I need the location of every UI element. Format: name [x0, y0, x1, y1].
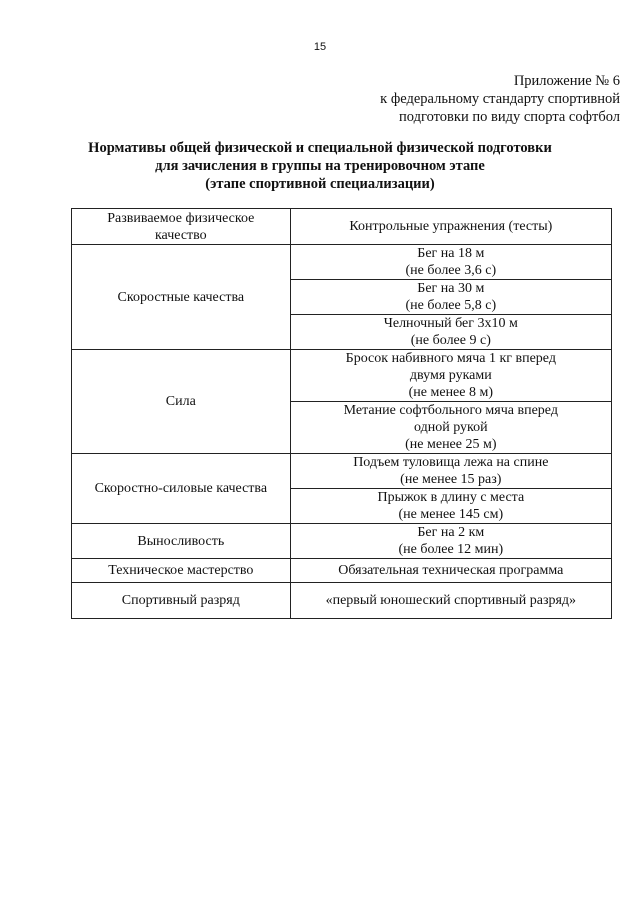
table-row — [72, 245, 612, 280]
header-quality-line-1: Развиваемое физическое — [107, 210, 255, 226]
quality-cell: Выносливость — [72, 524, 291, 559]
header-quality-line-2: качество — [154, 227, 207, 243]
title-line-3: (этапе спортивной специализации) — [205, 176, 435, 192]
test-name: Челночный бег 3х10 м — [383, 316, 518, 331]
test-name: Прыжок в длину с места — [377, 490, 525, 505]
test-name: Бег на 18 м — [417, 246, 485, 261]
test-cell — [290, 489, 611, 524]
test-cell — [290, 454, 611, 489]
test-norm: (не более 5,8 с) — [405, 298, 497, 313]
page-number: 15 — [313, 41, 327, 53]
quality-cell: Скоростно-силовые качества — [72, 454, 291, 524]
test-norm: (не менее 25 м) — [405, 437, 497, 452]
appendix-line-3: подготовки по виду спорта софтбол — [399, 109, 620, 125]
title-line-1: Нормативы общей физической и специальной физической подготовки — [88, 140, 552, 156]
norms-table — [71, 208, 612, 619]
table-row — [72, 583, 612, 619]
appendix-heading — [380, 72, 620, 126]
table-row — [72, 524, 612, 559]
header-quality — [72, 209, 291, 245]
test-norm: (не менее 145 см) — [398, 507, 504, 522]
test-cell — [290, 402, 611, 454]
quality-cell: Скоростные качества — [72, 245, 291, 350]
title-line-2: для зачисления в группы на тренировочном этапе — [155, 158, 485, 174]
test-name-line-1: Бросок набивного мяча 1 кг вперед — [345, 351, 556, 366]
test-name-line-1: Метание софтбольного мяча вперед — [343, 403, 558, 418]
table-row — [72, 350, 612, 402]
test-norm: (не более 12 мин) — [398, 542, 504, 557]
header-tests: Контрольные упражнения (тесты) — [290, 209, 611, 245]
test-name: Бег на 30 м — [417, 281, 485, 296]
appendix-line-2: к федеральному стандарту спортивной — [380, 91, 620, 107]
quality-cell: Техническое мастерство — [72, 559, 291, 583]
test-cell: Обязательная техническая программа — [290, 559, 611, 583]
quality-cell: Спортивный разряд — [72, 583, 291, 619]
document-title — [40, 139, 600, 193]
test-norm: (не более 9 с) — [410, 333, 491, 348]
test-cell: «первый юношеский спортивный разряд» — [290, 583, 611, 619]
table-header-row — [72, 209, 612, 245]
test-cell — [290, 245, 611, 280]
test-cell — [290, 280, 611, 315]
test-name: Бег на 2 км — [417, 525, 485, 540]
test-norm: (не менее 8 м) — [408, 385, 494, 400]
test-name-line-2: двумя руками — [409, 368, 492, 383]
test-name: Подъем туловища лежа на спине — [353, 455, 549, 470]
table-row — [72, 454, 612, 489]
test-name-line-2: одной рукой — [414, 420, 488, 435]
test-cell — [290, 524, 611, 559]
test-norm: (не менее 15 раз) — [400, 472, 502, 487]
quality-cell: Сила — [72, 350, 291, 454]
test-norm: (не более 3,6 с) — [405, 263, 497, 278]
table-row — [72, 559, 612, 583]
test-cell — [290, 315, 611, 350]
appendix-line-1: Приложение № 6 — [513, 73, 620, 89]
test-cell — [290, 350, 611, 402]
